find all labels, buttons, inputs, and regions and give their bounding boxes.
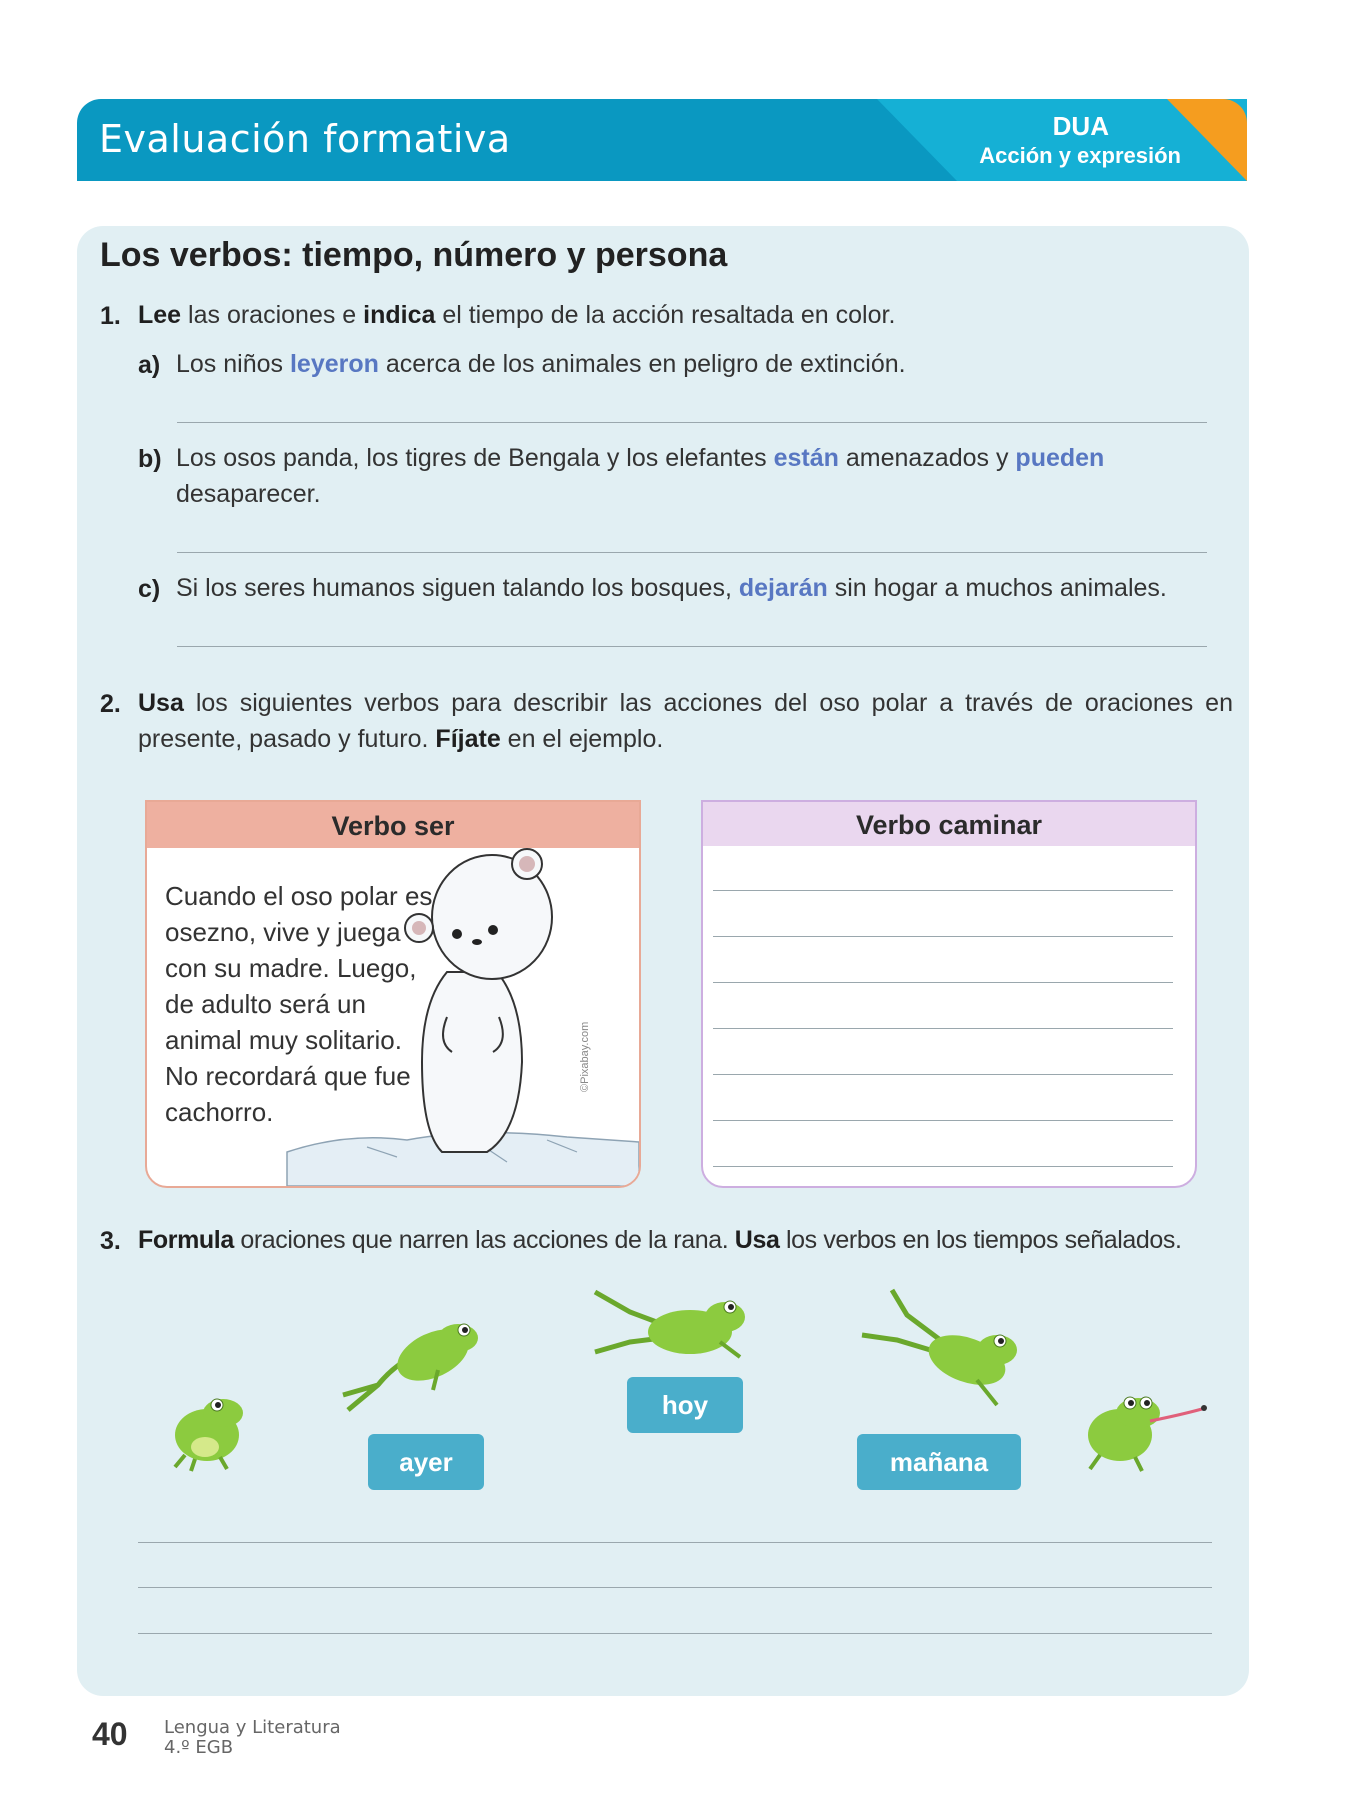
frog-leaping-icon — [590, 1282, 760, 1382]
item-c-sentence — [176, 570, 1167, 606]
question-3-instruction — [138, 1222, 1182, 1258]
dua-badge-subtitle: Acción y expresión — [979, 143, 1181, 168]
instruction-keyword: Usa — [734, 1226, 780, 1254]
answer-box-title: Verbo caminar — [703, 802, 1195, 846]
answer-line[interactable] — [713, 1166, 1173, 1167]
frog-eating-fly-icon — [1080, 1385, 1220, 1480]
question-1-number: 1. — [100, 302, 121, 330]
page-number: 40 — [92, 1716, 128, 1752]
answer-line[interactable] — [713, 1120, 1173, 1121]
dua-badge-title: DUA — [1052, 111, 1109, 141]
answer-line-a[interactable] — [177, 422, 1207, 423]
highlighted-verb: pueden — [1015, 444, 1105, 472]
question-1-instruction — [138, 297, 895, 333]
sentence-text: Los niños — [176, 350, 290, 378]
instruction-text: los siguientes verbos para describir las acciones del oso polar a través de oraciones en presente, pasado y futuro. — [138, 689, 1233, 753]
sentence-text: acerca de los animales en peligro de extinción. — [378, 350, 906, 378]
instruction-keyword: Usa — [138, 689, 184, 717]
item-a-letter: a) — [138, 351, 161, 379]
tag-ayer: ayer — [368, 1434, 484, 1490]
header-bar — [77, 99, 1247, 181]
section-title: Los verbos: tiempo, número y persona — [100, 236, 728, 274]
item-b-letter: b) — [138, 445, 162, 473]
answer-box-verbo-caminar — [701, 800, 1197, 1188]
answer-line[interactable] — [713, 890, 1173, 891]
instruction-keyword: Fíjate — [435, 725, 501, 753]
example-box-title: Verbo ser — [147, 802, 639, 848]
sentence-text: sin hogar a muchos animales. — [827, 574, 1167, 602]
answer-line[interactable] — [713, 936, 1173, 937]
subject-name: Lengua y Literatura — [164, 1717, 341, 1738]
instruction-text: en el ejemplo. — [500, 725, 664, 753]
sentence-text: amenazados y — [838, 444, 1016, 472]
image-credit: ©Pixabay.com — [579, 1021, 591, 1092]
answer-line-c[interactable] — [177, 646, 1207, 647]
instruction-text: los verbos en los tiempos señalados. — [779, 1226, 1182, 1254]
answer-line[interactable] — [713, 982, 1173, 983]
grade-level: 4.º EGB — [164, 1737, 234, 1758]
answer-line[interactable] — [138, 1587, 1212, 1588]
footer-subject — [164, 1718, 341, 1758]
sentence-text: Los osos panda, los tigres de Bengala y los elefantes — [176, 444, 774, 472]
sentence-text: Si los seres humanos siguen talando los bosques, — [176, 574, 739, 602]
tag-manana: mañana — [857, 1434, 1021, 1490]
example-text: Cuando el oso polar es osezno, vive y juega con su madre. Luego, de adulto será un animal muy solitario. No recordará que fue cachorro. — [165, 881, 433, 1127]
item-a-sentence — [176, 346, 906, 382]
instruction-keyword: Lee — [138, 301, 182, 329]
answer-line[interactable] — [713, 1074, 1173, 1075]
example-box-verbo-ser — [145, 800, 641, 1188]
frog-diving-icon — [857, 1285, 1027, 1425]
instruction-text: oraciones que narren las acciones de la rana. — [233, 1226, 735, 1254]
sentence-text: desaparecer. — [176, 480, 321, 508]
tag-hoy: hoy — [627, 1377, 743, 1433]
item-b-sentence — [176, 440, 1186, 512]
instruction-keyword: indica — [363, 301, 436, 329]
answer-line[interactable] — [138, 1633, 1212, 1634]
instruction-text: el tiempo de la acción resaltada en color. — [435, 301, 896, 329]
highlighted-verb: están — [773, 444, 839, 472]
frog-jumping-icon — [338, 1310, 488, 1420]
answer-line[interactable] — [713, 1028, 1173, 1029]
highlighted-verb: dejarán — [738, 574, 828, 602]
question-3-number: 3. — [100, 1227, 121, 1255]
instruction-keyword: Formula — [138, 1226, 234, 1254]
answer-line[interactable] — [138, 1542, 1212, 1543]
page-title: Evaluación formativa — [99, 117, 511, 161]
highlighted-verb: leyeron — [289, 350, 379, 378]
item-c-letter: c) — [138, 575, 161, 603]
question-2-instruction — [138, 685, 1233, 757]
question-2-number: 2. — [100, 690, 121, 718]
polar-bear-illustration — [147, 802, 639, 1186]
instruction-text: las oraciones e — [181, 301, 364, 329]
answer-line-b[interactable] — [177, 552, 1207, 553]
frog-sitting-icon — [165, 1385, 255, 1475]
